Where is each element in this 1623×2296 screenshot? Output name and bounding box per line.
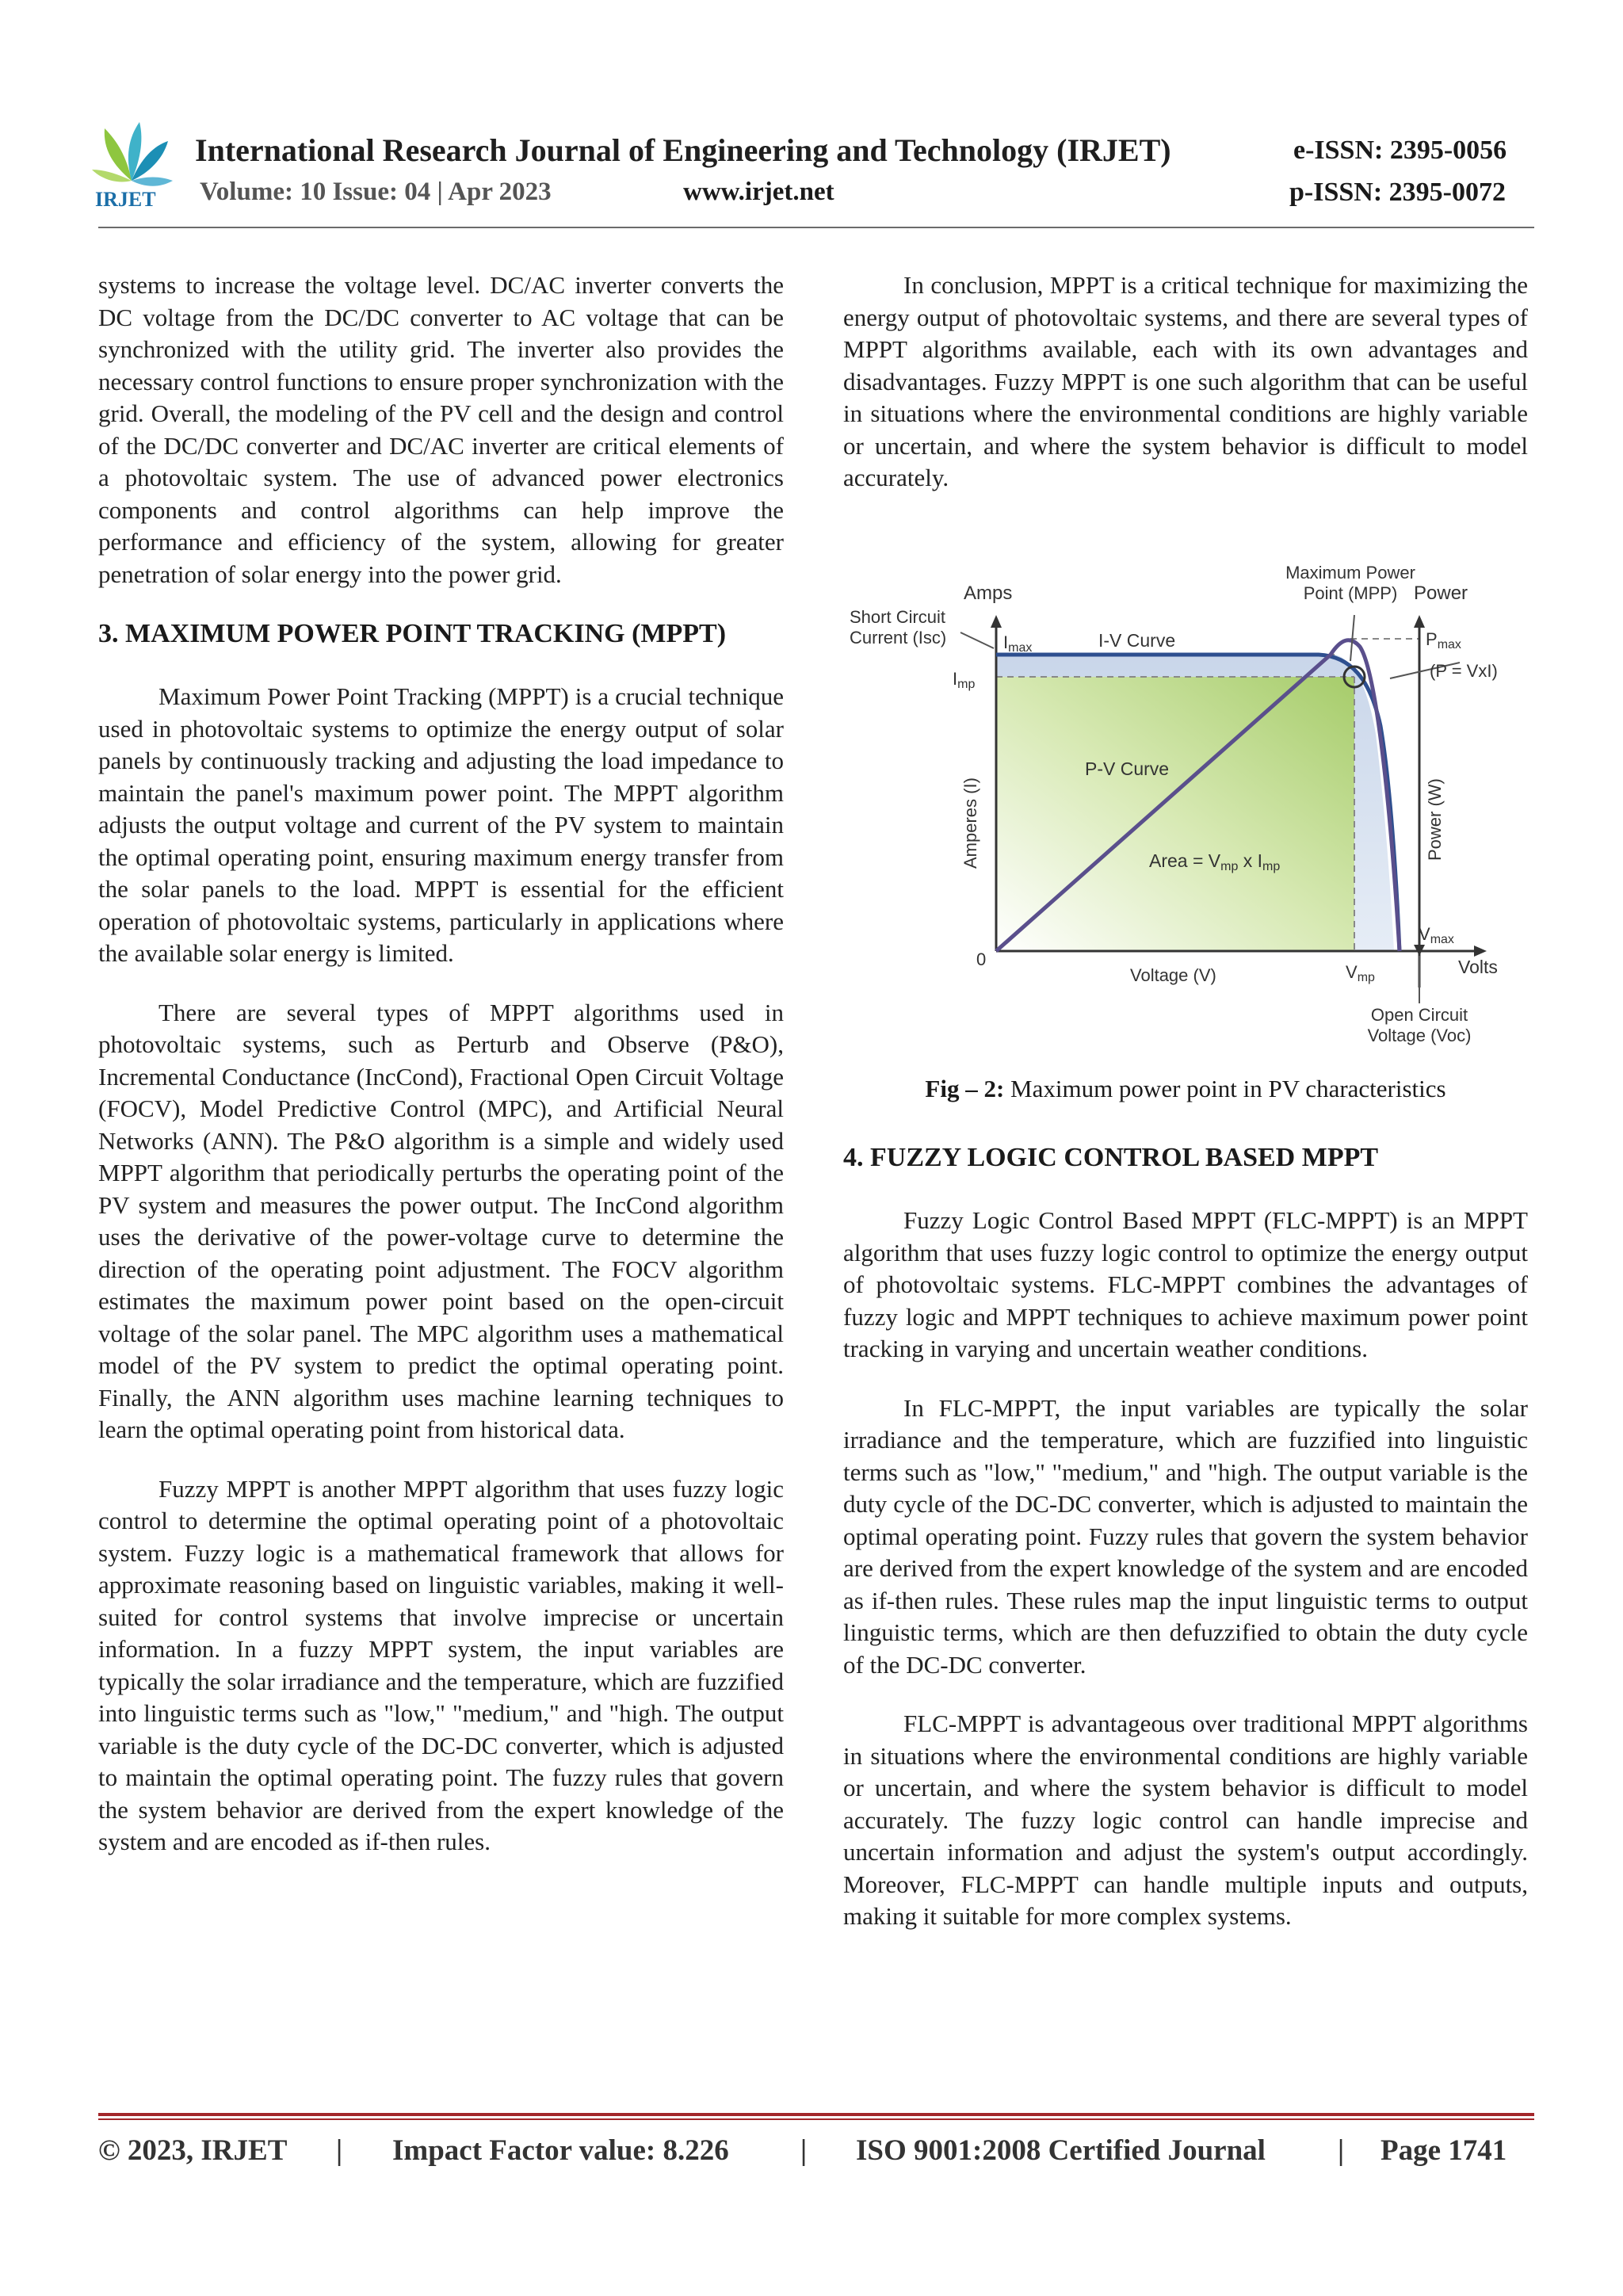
fig-label-area-imp-sub: mp: [1262, 860, 1281, 873]
figure-caption-text: Maximum power point in PV characteristics: [1010, 1075, 1446, 1102]
fig-label-voc1: Open Circuit: [1370, 1005, 1468, 1025]
fig-label-imax: I: [1003, 632, 1009, 652]
fig-label-y-right: Power (W): [1425, 778, 1445, 861]
volume-issue: Volume: 10 Issue: 04 | Apr 2023: [200, 178, 552, 206]
header-divider: [98, 227, 1534, 228]
fig-label-area-x: x I: [1238, 850, 1263, 871]
paragraph: In FLC-MPPT, the input variables are typically the solar irradiance and the temperature, which are fuzzified into linguistic terms such as "low," "medium," and "high. The output variable is the duty cycle of the DC-DC converter, which is adjusted to maintain the optimal operating point. Fuzzy rules that govern the system behavior are derived from the expert knowledge of the system and are encoded as if-then rules. These rules map the input linguistic terms to output linguistic terms, which are then defuzzified to obtain the duty cycle of the DC-DC converter.: [843, 1393, 1528, 1679]
svg-text:Area = Vmp x Imp: [1149, 850, 1280, 873]
fig-label-volts: Volts: [1458, 957, 1498, 977]
right-column: [843, 269, 1528, 521]
footer-divider: [98, 2113, 1534, 2116]
fig-label-amps: Amps: [964, 583, 1013, 604]
footer-divider-thin: [98, 2118, 1534, 2120]
irjet-logo: [89, 117, 174, 211]
fig-label-vmp: V: [1346, 962, 1358, 982]
fig-label-imp: I: [953, 669, 958, 689]
paragraph: There are several types of MPPT algorithms used in photovoltaic systems, such as Perturb and Observe (P&O), Incremental Conductance (IncCond), Fractional Open Circuit Voltage (FOCV), Model Predictive Control (MPC), and Artificial Neural Networks (ANN). The P&O algorithm is a simple and widely used MPPT algorithm that periodically perturbs the operating point of the PV system and measures the power output. The IncCond algorithm uses the derivative of the power-voltage curve to determine the direction of the operating point adjustment. The FOCV algorithm estimates the maximum power point based on the open-circuit voltage of the solar panel. The MPC algorithm uses a mathematical model of the PV system to predict the optimal operating point. Finally, the ANN algorithm uses machine learning techniques to learn the optimal operating point from historical data.: [98, 998, 784, 1443]
figure-caption: [843, 1075, 1528, 1103]
area-rect: [996, 677, 1354, 951]
logo-text: IRJET: [95, 188, 156, 211]
figure-caption-label: Fig – 2:: [925, 1075, 1005, 1102]
section-heading-3: 3. MAXIMUM POWER POINT TRACKING (MPPT): [98, 619, 727, 648]
fig-label-area-vmp-sub: mp: [1220, 860, 1239, 873]
paragraph: FLC-MPPT is advantageous over traditional MPPT algorithms in situations where the environmental conditions are highly variable or uncertain, and where the system behavior is difficult to model accurately. The fuzzy logic control can handle imprecise and uncertain information and adjust the system's output accordingly. Moreover, FLC-MPPT can handle multiple inputs and outputs, making it suitable for more complex systems.: [843, 1710, 1528, 1930]
footer-separator: |: [336, 2134, 343, 2167]
left-column: [98, 269, 784, 1885]
logo-leaves-icon: [92, 122, 173, 186]
fig-label-area-prefix: Area = V: [1149, 850, 1221, 871]
mpp-figure: [843, 560, 1528, 1051]
fig-label-imax-sub: max: [1008, 641, 1033, 655]
fig-label-vmp-sub: mp: [1357, 971, 1375, 984]
fig-label-y-left: Amperes (I): [960, 777, 980, 869]
fig-label-mpp2: Point (MPP): [1303, 583, 1398, 603]
right-column-lower: [843, 1130, 1528, 1960]
pissn: p-ISSN: 2395-0072: [1289, 178, 1506, 207]
fig-label-imp-sub: mp: [957, 678, 976, 691]
fig-label-vmax: V: [1419, 924, 1430, 944]
fig-label-zero: 0: [976, 949, 987, 969]
paragraph: In conclusion, MPPT is a critical technique for maximizing the energy output of photovoltaic systems, and there are several types of MPPT algorithms available, each with its own advantages and disadvantages. Fuzzy MPPT is one such algorithm that can be useful in situations where the environmental conditions are highly variable or uncertain, and where the system behavior is difficult to model accurately.: [843, 271, 1528, 491]
fig-label-p-eq: (P = VxI): [1430, 661, 1498, 681]
footer-impact-factor: Impact Factor value: 8.226: [392, 2134, 729, 2167]
fig-label-mpp1: Maximum Power: [1285, 563, 1415, 583]
eissn: e-ISSN: 2395-0056: [1293, 136, 1507, 165]
fig-label-iv-curve: I-V Curve: [1098, 630, 1176, 651]
fig-label-isc2: Current (Isc): [850, 628, 947, 648]
fig-label-vmax-sub: max: [1430, 933, 1454, 946]
footer-page-number: Page 1741: [1381, 2134, 1507, 2167]
fig-label-pmax: P: [1426, 629, 1438, 649]
footer-separator: |: [1338, 2134, 1345, 2167]
fig-label-voltage: Voltage (V): [1130, 965, 1216, 985]
footer-iso: ISO 9001:2008 Certified Journal: [856, 2134, 1266, 2167]
fig-label-isc1: Short Circuit: [850, 607, 946, 627]
fig-label-pv-curve: P-V Curve: [1085, 758, 1170, 779]
footer-copyright: © 2023, IRJET: [98, 2134, 288, 2167]
journal-title: International Research Journal of Engineering and Technology (IRJET): [195, 132, 1171, 168]
website-link[interactable]: www.irjet.net: [683, 178, 834, 206]
footer-separator: |: [800, 2134, 808, 2167]
fig-label-pmax-sub: max: [1437, 638, 1461, 651]
paragraph: Maximum Power Point Tracking (MPPT) is a crucial technique used in photovoltaic systems to optimize the energy output of solar panels by continuously tracking and adjusting the load impedance to maintain the panel's maximum power point. The MPPT algorithm adjusts the output voltage and current of the PV system to maintain the optimal operating point, ensuring maximum energy transfer from the solar panels to the load. MPPT is essential for the efficient operation of photovoltaic systems, particularly in applications where the available solar energy is limited.: [98, 682, 784, 967]
section-heading-4: 4. FUZZY LOGIC CONTROL BASED MPPT: [843, 1143, 1379, 1172]
fig-label-power: Power: [1414, 583, 1468, 604]
fig-label-voc2: Voltage (Voc): [1367, 1026, 1472, 1045]
paragraph: Fuzzy MPPT is another MPPT algorithm that uses fuzzy logic control to determine the optimal operating point of a photovoltaic system. Fuzzy logic is a mathematical framework that allows for approximate reasoning based on linguistic variables, making it well-suited for control systems that involve imprecise or uncertain information. In a fuzzy MPPT system, the input variables are typically the solar irradiance and the temperature, which are fuzzified into linguistic terms such as "low," "medium," and "high. The output variable is the duty cycle of the DC-DC converter, which is adjusted to maintain the optimal operating point. The fuzzy rules that govern the system behavior are derived from the expert knowledge of the system and are encoded as if-then rules.: [98, 1474, 784, 1855]
paragraph: Fuzzy Logic Control Based MPPT (FLC-MPPT) is an MPPT algorithm that uses fuzzy logic control to optimize the energy output of photovoltaic systems. FLC-MPPT combines the advantages of fuzzy logic and MPPT techniques to achieve maximum power point tracking in varying and uncertain weather conditions.: [843, 1206, 1528, 1362]
paragraph: systems to increase the voltage level. DC/AC inverter converts the DC voltage from the DC/DC converter to AC voltage that can be synchronized with the utility grid. The inverter also provides the necessary control functions to ensure proper synchronization with the grid. Overall, the modeling of the PV cell and the design and control of the DC/DC converter and DC/AC inverter are critical elements of a photovoltaic system. The use of advanced power electronics components and control algorithms can help improve the performance and efficiency of the system, allowing for greater penetration of solar energy into the power grid.: [98, 271, 784, 588]
